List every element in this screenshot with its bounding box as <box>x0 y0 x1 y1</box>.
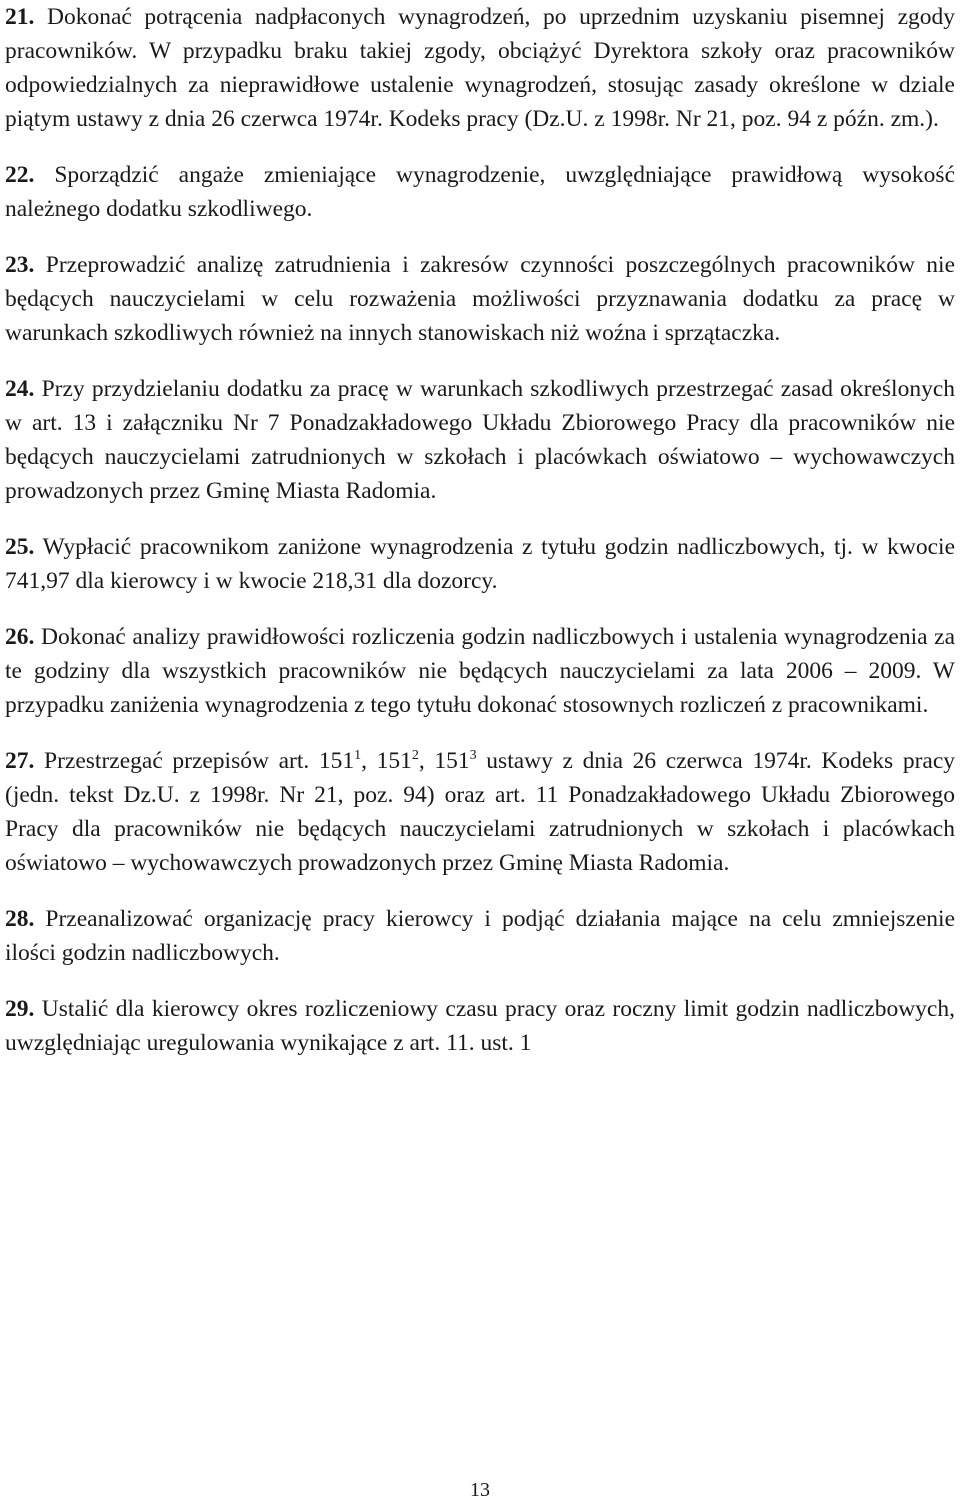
recommendation-26 <box>5 620 955 722</box>
item-number: 27. <box>5 748 35 774</box>
item-text: Przeanalizować organizację pracy kierowcy i podjąć działania mające na celu zmniejszenie ilości godzin nadliczbowych. <box>5 906 956 966</box>
recommendation-29 <box>5 992 955 1060</box>
recommendation-23 <box>5 248 955 350</box>
item-text: Dokonać analizy prawidłowości rozliczenia godzin nadliczbowych i ustalenia wynagrodzenia za te godziny dla wszystkich pracowników nie będących nauczycielami za lata 2006 – 2009. W przypadku zaniżenia wynagrodzenia z tego tytułu dokonać stosownych rozliczeń z pracownikami. <box>5 624 956 718</box>
item-text: Wypłacić pracownikom zaniżone wynagrodzenia z tytułu godzin nadliczbowych, tj. w kwocie 741,97 dla kierowcy i w kwocie 218,31 dla dozorcy. <box>5 534 955 594</box>
item-number: 21. <box>5 4 35 30</box>
recommendation-24 <box>5 372 955 508</box>
item-text: , 151 <box>418 748 470 774</box>
item-number: 22. <box>5 162 35 188</box>
recommendation-28 <box>5 902 955 970</box>
recommendation-27 <box>5 744 955 880</box>
superscript: 1 <box>354 748 362 764</box>
item-number: 25. <box>5 534 35 560</box>
item-text: Sporządzić angaże zmieniające wynagrodzenie, uwzględniające prawidłową wysokość należnego dodatku szkodliwego. <box>5 162 956 222</box>
item-text: ustawy z dnia 26 czerwca 1974r. Kodeks pracy (jedn. tekst Dz.U. z 1998r. Nr 21, poz. 94) oraz art. 11 Ponadzakładowego Układu Zbiorowego Pracy dla pracowników nie będących nauczycielami zatrudnionych w szkołach i placówkach oświatowo – wychowawczych prowadzonych przez Gminę Miasta Radomia. <box>5 748 956 876</box>
item-number: 24. <box>5 376 35 402</box>
page-number: 13 <box>470 1479 490 1501</box>
item-text: Przeprowadzić analizę zatrudnienia i zakresów czynności poszczególnych pracowników nie będących nauczycielami w celu rozważenia możliwości przyznawania dodatku za pracę w warunkach szkodliwych również na innych stanowiskach niż woźna i sprzątaczka. <box>5 252 956 346</box>
recommendation-22 <box>5 158 955 226</box>
item-number: 26. <box>5 624 35 650</box>
item-text: , 151 <box>361 748 412 774</box>
item-number: 29. <box>5 996 35 1022</box>
item-text: Ustalić dla kierowcy okres rozliczeniowy czasu pracy oraz roczny limit godzin nadliczbowych, uwzględniając uregulowania wynikające z art. 11. ust. 1 <box>5 996 955 1056</box>
superscript: 3 <box>469 748 477 764</box>
item-text: Przestrzegać przepisów art. 151 <box>44 748 355 774</box>
item-text: Dokonać potrącenia nadpłaconych wynagrodzeń, po uprzednim uzyskaniu pisemnej zgody pracowników. W przypadku braku takiej zgody, obciążyć Dyrektora szkoły oraz pracowników odpowiedzialnych za nieprawidłowe ustalenie wynagrodzeń, stosując zasady określone w dziale piątym ustawy z dnia 26 czerwca 1974r. Kodeks pracy (Dz.U. z 1998r. Nr 21, poz. 94 z późn. zm.). <box>5 4 955 132</box>
item-text: Przy przydzielaniu dodatku za pracę w warunkach szkodliwych przestrzegać zasad określonych w art. 13 i załączniku Nr 7 Ponadzakładowego Układu Zbiorowego Pracy dla pracowników nie będących nauczycielami zatrudnionych w szkołach i placówkach oświatowo – wychowawczych prowadzonych przez Gminę Miasta Radomia. <box>5 376 956 504</box>
recommendation-25 <box>5 530 955 598</box>
document-page <box>5 0 955 1082</box>
item-number: 28. <box>5 906 35 932</box>
superscript: 2 <box>411 748 419 764</box>
item-number: 23. <box>5 252 35 278</box>
recommendation-21 <box>5 0 955 136</box>
